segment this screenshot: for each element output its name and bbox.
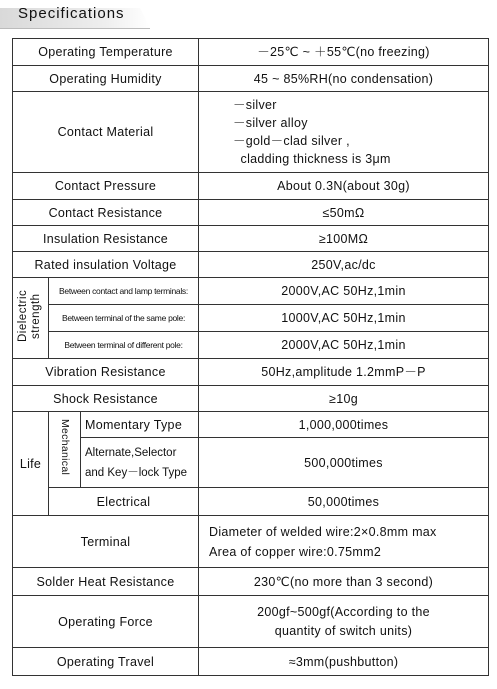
- list-item: －silver alloy: [233, 116, 308, 130]
- alternate-label-line: Alternate,Selector: [85, 446, 177, 459]
- row-value: 1,000,000times: [199, 412, 489, 438]
- row-value: 230℃(no more than 3 second): [199, 568, 489, 596]
- specifications-table: [12, 38, 489, 676]
- row-value: 45 ~ 85%RH(no condensation): [199, 66, 489, 92]
- row-label: Operating Temperature: [13, 39, 199, 66]
- list-item: －gold－clad silver ,: [233, 134, 350, 148]
- row-label: Contact Material: [13, 92, 199, 173]
- row-value: 250V,ac/dc: [199, 252, 489, 278]
- table-row: [13, 92, 489, 173]
- section-header: [0, 0, 180, 30]
- table-row: [13, 412, 489, 438]
- table-row: [13, 596, 489, 648]
- row-label: Shock Resistance: [13, 386, 199, 412]
- row-value: ≥10g: [199, 386, 489, 412]
- row-label: Operating Travel: [13, 648, 199, 676]
- row-value: 50Hz,amplitude 1.2mmP－P: [199, 359, 489, 386]
- force-line: 200gf~500gf(According to the: [257, 604, 430, 619]
- table-row: [13, 332, 489, 359]
- table-row: [13, 359, 489, 386]
- row-label: Contact Pressure: [13, 173, 199, 200]
- row-label: Insulation Resistance: [13, 226, 199, 252]
- alternate-label-line: and Key－lock Type: [85, 466, 188, 479]
- row-label: Solder Heat Resistance: [13, 568, 199, 596]
- row-value: ≥100MΩ: [199, 226, 489, 252]
- dielectric-group-label: [13, 278, 49, 359]
- table-row: [13, 173, 489, 200]
- row-value: [199, 516, 489, 568]
- mechanical-group-label: [49, 412, 81, 488]
- table-row: [13, 568, 489, 596]
- contact-material-list: [233, 96, 391, 168]
- row-value: [199, 92, 489, 173]
- row-label: Vibration Resistance: [13, 359, 199, 386]
- table-row: [13, 648, 489, 676]
- dielectric-label: Dielectric strength: [16, 289, 42, 342]
- table-row: [13, 305, 489, 332]
- row-label: Contact Resistance: [13, 200, 199, 226]
- row-label: Between terminal of the same pole:: [49, 305, 199, 332]
- table-row: [13, 66, 489, 92]
- row-value: 50,000times: [199, 488, 489, 516]
- life-label: Life: [13, 412, 49, 516]
- row-value: [199, 596, 489, 648]
- table-row: [13, 386, 489, 412]
- table-row: [13, 252, 489, 278]
- row-label: Operating Force: [13, 596, 199, 648]
- row-value: 2000V,AC 50Hz,1min: [199, 278, 489, 305]
- row-label: Between contact and lamp terminals:: [49, 278, 199, 305]
- row-label: Rated insulation Voltage: [13, 252, 199, 278]
- row-value: 2000V,AC 50Hz,1min: [199, 332, 489, 359]
- mechanical-label: Mechanical: [59, 418, 71, 476]
- list-item: cladding thickness is 3μm: [233, 152, 391, 166]
- terminal-line: Diameter of welded wire:2×0.8mm max: [209, 524, 437, 539]
- table-row: [13, 488, 489, 516]
- table-row: [13, 226, 489, 252]
- row-label: Electrical: [49, 488, 199, 516]
- table-row: [13, 516, 489, 568]
- row-label: Between terminal of different pole:: [49, 332, 199, 359]
- force-line: quantity of switch units): [274, 623, 413, 638]
- row-label: Momentary Type: [81, 412, 199, 438]
- row-label: Operating Humidity: [13, 66, 199, 92]
- table-row: [13, 39, 489, 66]
- row-value: －25℃ ~ ＋55℃(no freezing): [199, 39, 489, 66]
- row-value: ≤50mΩ: [199, 200, 489, 226]
- table-row: [13, 438, 489, 488]
- row-value: 500,000times: [199, 438, 489, 488]
- row-label: Terminal: [13, 516, 199, 568]
- row-value: About 0.3N(about 30g): [199, 173, 489, 200]
- terminal-line: Area of copper wire:0.75mm2: [209, 544, 382, 559]
- row-value: 1000V,AC 50Hz,1min: [199, 305, 489, 332]
- table-row: [13, 278, 489, 305]
- row-label: [81, 438, 199, 488]
- page-title: Specifications: [18, 5, 125, 22]
- row-value: ≈3mm(pushbutton): [199, 648, 489, 676]
- list-item: －silver: [233, 98, 277, 112]
- table-row: [13, 200, 489, 226]
